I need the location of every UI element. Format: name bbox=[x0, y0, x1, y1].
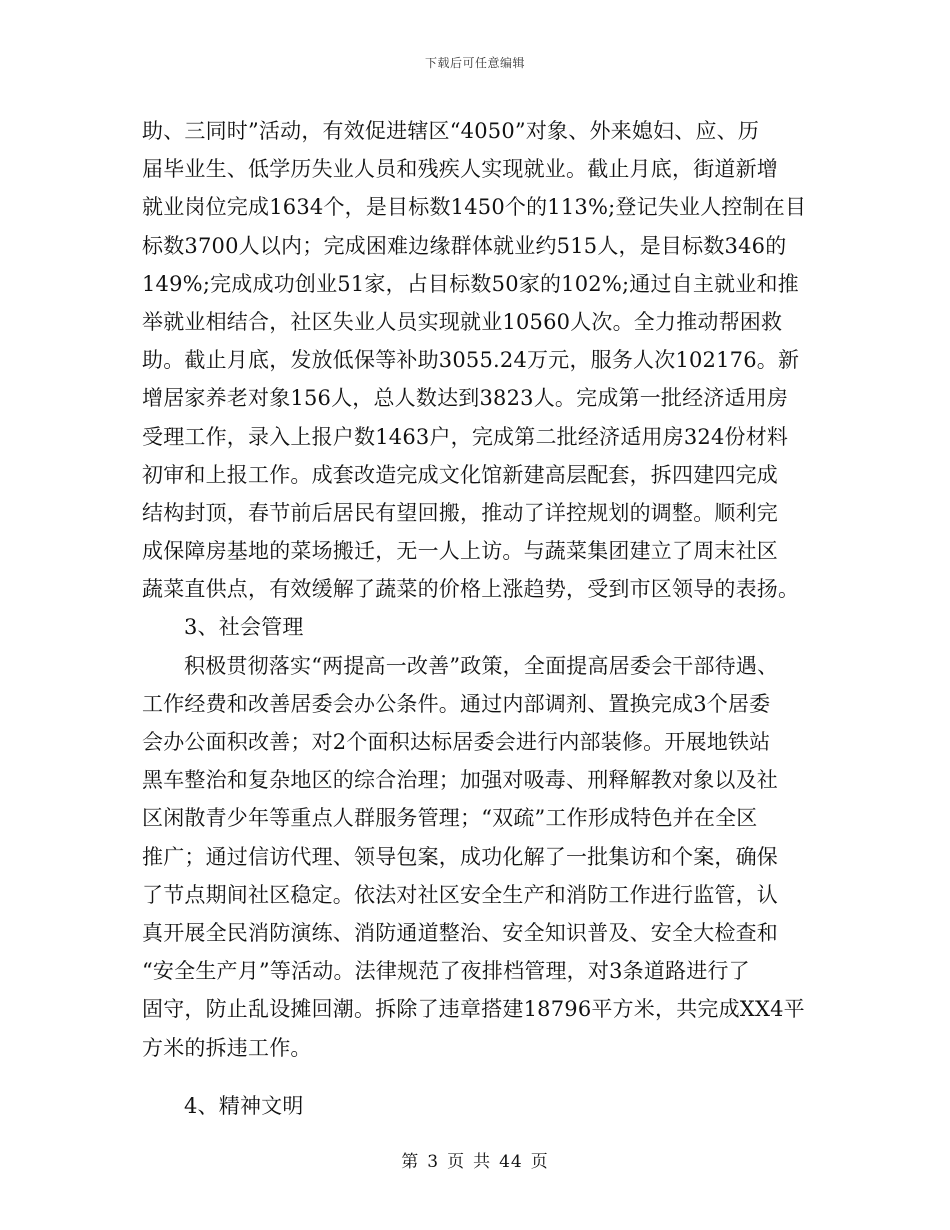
text-line: 工作经费和改善居委会办公条件。通过内部调剂、置换完成3个居委 bbox=[142, 691, 771, 716]
text-line: 成保障房基地的菜场搬迁，无一人上访。与蔬菜集团建立了周末社区 bbox=[142, 539, 778, 564]
paragraph-employment bbox=[142, 112, 822, 608]
text-line: 黑车整治和复杂地区的综合治理；加强对吸毒、刑释解教对象以及社 bbox=[142, 768, 778, 793]
text-line: 结构封顶，春节前后居民有望回搬，推动了详控规划的调整。顺利完 bbox=[142, 500, 778, 525]
text-line: 举就业相结合，社区失业人员实现就业10560人次。全力推动帮困救 bbox=[142, 309, 783, 334]
text-line: 初审和上报工作。成套改造完成文化馆新建高层配套，拆四建四完成 bbox=[142, 462, 778, 487]
text-line: “安全生产月”等活动。法律规范了夜排档管理，对3条道路进行了 bbox=[142, 959, 750, 984]
text-line: 推广；通过信访代理、领导包案，成功化解了一批集访和个案，确保 bbox=[142, 844, 778, 869]
text-line: 积极贯彻落实“两提高一改善”政策，全面提高居委会干部待遇、 bbox=[184, 653, 779, 678]
text-line: 区闲散青少年等重点人群服务管理；“双疏”工作形成特色并在全区 bbox=[142, 806, 758, 831]
text-line: 了节点期间社区稳定。依法对社区安全生产和消防工作进行监管，认 bbox=[142, 882, 778, 907]
text-line: 届毕业生、低学历失业人员和残疾人实现就业。截止月底，街道新增 bbox=[142, 157, 778, 182]
page-number: 3 bbox=[427, 1152, 440, 1172]
section-heading-spiritual-civilization: 4、精神文明 bbox=[184, 1093, 304, 1118]
paragraph-social-management bbox=[142, 647, 822, 1067]
document-body bbox=[142, 112, 822, 1125]
page-unit: 页 bbox=[447, 1152, 466, 1172]
section-heading-social-management: 3、社会管理 bbox=[184, 615, 304, 640]
text-line: 标数3700人以内；完成困难边缘群体就业约515人，是目标数346的 bbox=[142, 233, 787, 258]
text-line: 149%;完成成功创业51家，占目标数50家的102%;通过自主就业和推 bbox=[142, 271, 799, 296]
total-pages: 44 bbox=[499, 1152, 523, 1172]
text-line: 助、三同时”活动，有效促进辖区“4050”对象、外来媳妇、应、历 bbox=[142, 119, 760, 143]
total-unit: 页 bbox=[530, 1152, 549, 1172]
text-line: 增居家养老对象156人，总人数达到3823人。完成第一批经济适用房 bbox=[142, 386, 789, 411]
text-line: 助。截止月底，发放低保等补助3055.24万元，服务人次102176。新 bbox=[142, 348, 800, 373]
text-line: 固守，防止乱设摊回潮。拆除了违章搭建18796平方米，共完成XX4平 bbox=[142, 997, 805, 1022]
text-line: 就业岗位完成1634个，是目标数1450个的113%;登记失业人控制在目 bbox=[142, 195, 807, 220]
page-footer bbox=[0, 1147, 950, 1172]
page-label: 第 bbox=[401, 1152, 420, 1172]
total-label: 共 bbox=[473, 1152, 492, 1172]
text-line: 蔬菜直供点，有效缓解了蔬菜的价格上涨趋势，受到市区领导的表扬。 bbox=[142, 577, 800, 602]
text-line: 真开展全民消防演练、消防通道整治、安全知识普及、安全大检查和 bbox=[142, 920, 778, 945]
paragraph-gap bbox=[142, 1067, 822, 1087]
text-line: 方米的拆违工作。 bbox=[142, 1035, 312, 1060]
text-line: 受理工作，录入上报户数1463户，完成第二批经济适用房324份材料 bbox=[142, 424, 789, 449]
text-line: 会办公面积改善；对2个面积达标居委会进行内部装修。开展地铁站 bbox=[142, 730, 771, 754]
page-header-note: 下载后可任意编辑 bbox=[424, 56, 525, 70]
